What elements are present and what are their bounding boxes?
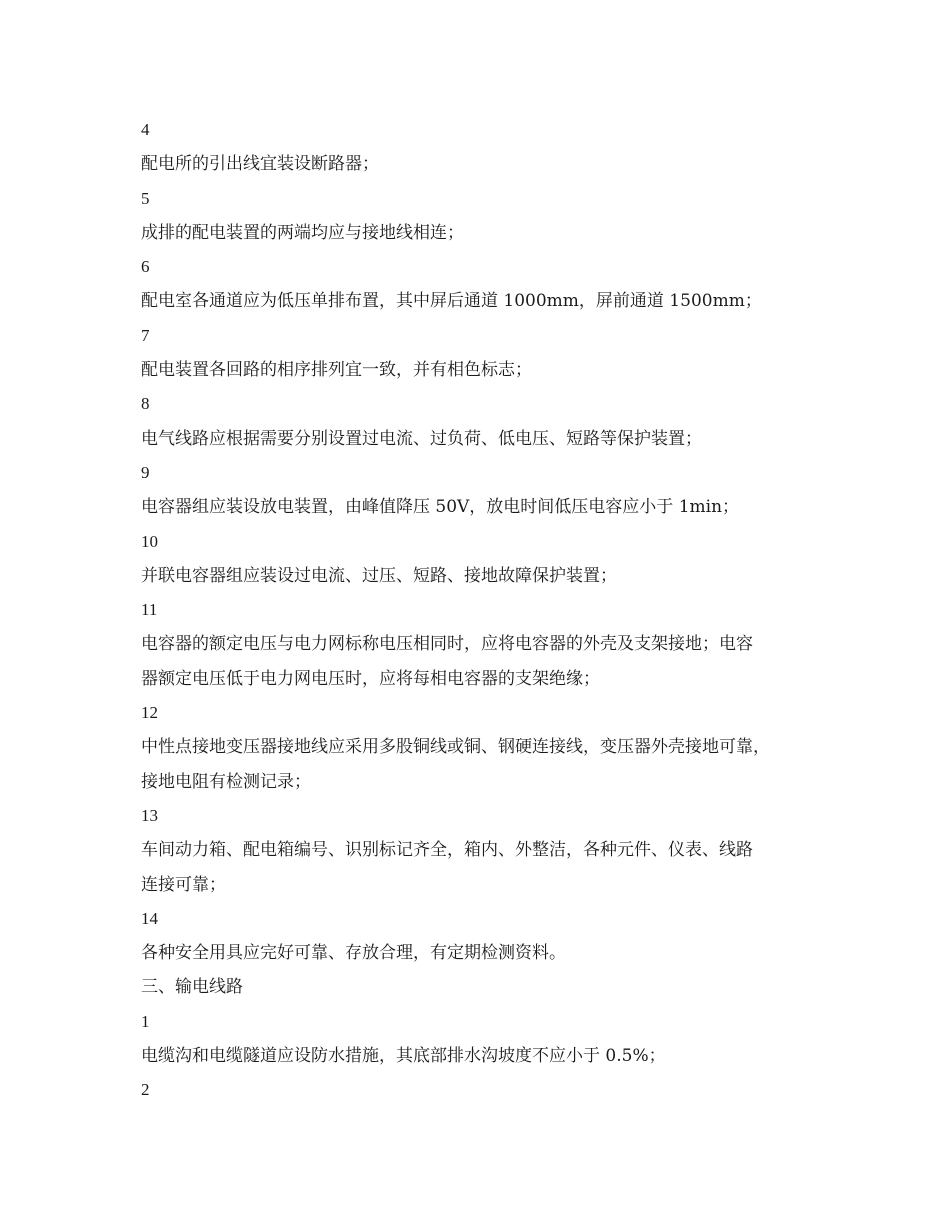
paragraph-item-14: 各种安全用具应完好可靠、存放合理，有定期检测资料。 bbox=[141, 943, 566, 964]
paragraph-item-4: 配电所的引出线宜装设断路器； bbox=[141, 154, 379, 175]
item-number-11: 11 bbox=[141, 600, 158, 620]
paragraph-item-6: 配电室各通道应为低压单排布置，其中屏后通道 1000mm，屏前通道 1500mm； bbox=[141, 291, 762, 312]
item-number-7: 7 bbox=[141, 325, 150, 345]
paragraph-item-12-line-1: 中性点接地变压器接地线应采用多股铜线或铜、钢硬连接线，变压器外壳接地可靠， bbox=[141, 737, 770, 758]
paragraph-item-9: 电容器组应装设放电装置，由峰值降压 50V，放电时间低压电容应小于 1min； bbox=[141, 497, 740, 518]
item-number-1: 1 bbox=[141, 1011, 150, 1031]
paragraph-item-11-line-2: 器额定电压低于电力网电压时，应将每相电容器的支架绝缘； bbox=[141, 668, 600, 689]
item-number-5: 5 bbox=[141, 188, 150, 208]
paragraph-item-13-line-1: 车间动力箱、配电箱编号、识别标记齐全，箱内、外整洁，各种元件、仪表、线路 bbox=[141, 840, 753, 861]
item-number-4: 4 bbox=[141, 120, 150, 139]
paragraph-item-7: 配电装置各回路的相序排列宜一致，并有相色标志； bbox=[141, 360, 532, 381]
item-number-9: 9 bbox=[141, 462, 150, 482]
paragraph-item-5: 成排的配电装置的两端均应与接地线相连； bbox=[141, 222, 464, 243]
item-number-2: 2 bbox=[141, 1080, 150, 1100]
item-number-10: 10 bbox=[141, 531, 158, 551]
paragraph-item-11-line-1: 电容器的额定电压与电力网标称电压相同时，应将电容器的外壳及支架接地；电容 bbox=[141, 634, 753, 655]
item-number-8: 8 bbox=[141, 394, 150, 414]
paragraph-item-10: 并联电容器组应装设过电流、过压、短路、接地故障保护装置； bbox=[141, 565, 617, 586]
item-number-12: 12 bbox=[141, 703, 158, 723]
item-number-13: 13 bbox=[141, 805, 158, 825]
document-body bbox=[141, 113, 841, 1108]
item-number-6: 6 bbox=[141, 257, 150, 277]
paragraph-item-12-line-2: 接地电阻有检测记录； bbox=[141, 771, 311, 792]
section-heading: 三、输电线路 bbox=[141, 977, 243, 998]
paragraph-item-13-line-2: 连接可靠； bbox=[141, 874, 226, 895]
item-number-14: 14 bbox=[141, 908, 158, 928]
paragraph-item-8: 电气线路应根据需要分别设置过电流、过负荷、低电压、短路等保护装置； bbox=[141, 428, 702, 449]
paragraph-item-1: 电缆沟和电缆隧道应设防水措施，其底部排水沟坡度不应小于 0.5%； bbox=[141, 1046, 666, 1067]
